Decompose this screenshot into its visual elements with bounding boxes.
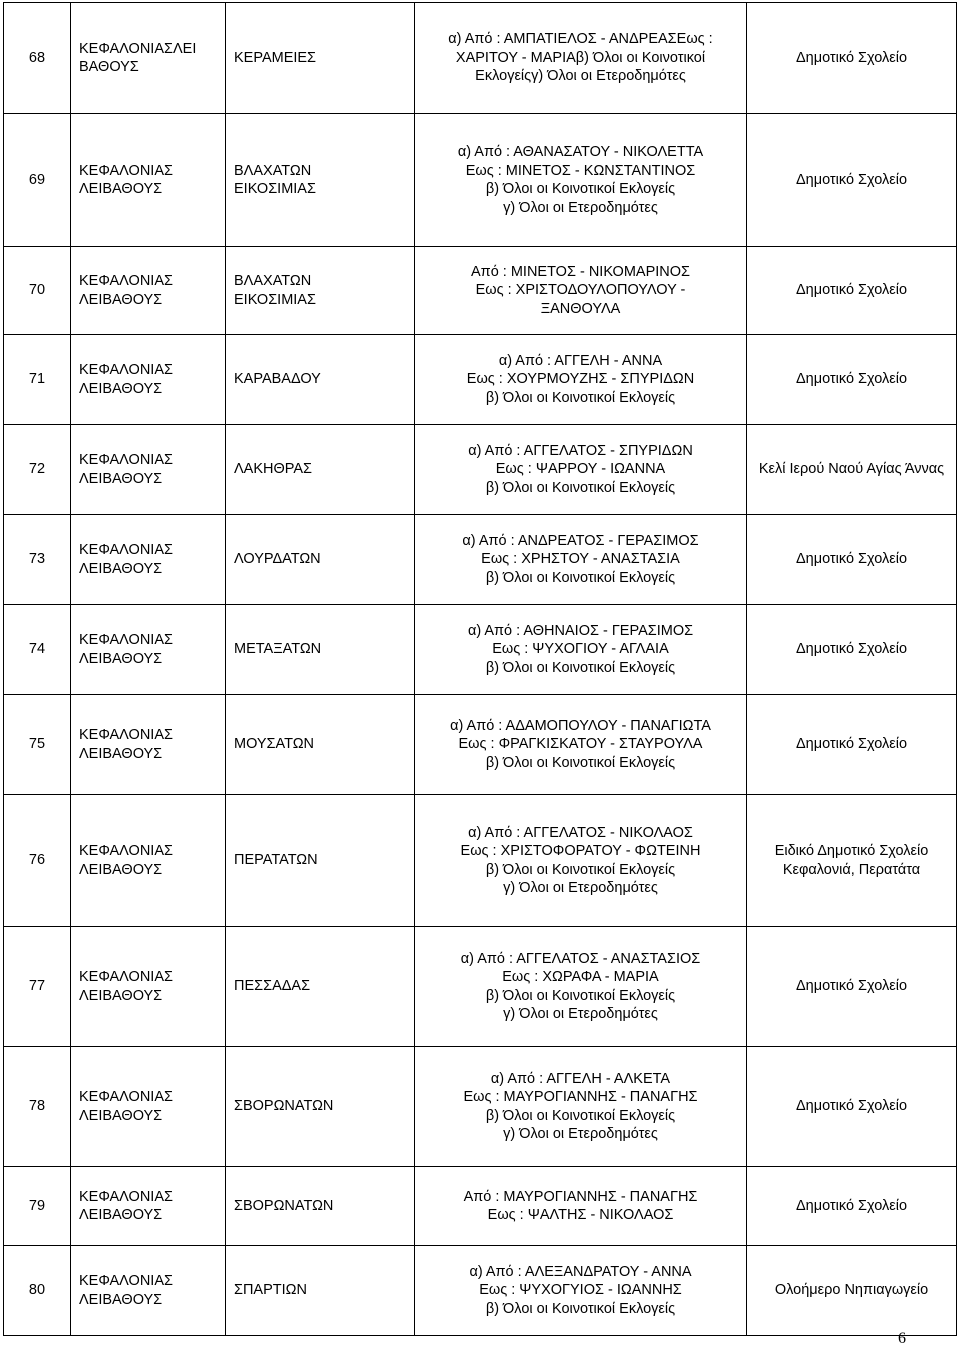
voter-range-cell [415, 695, 747, 795]
voter-range-cell-line: Εως : ΧΟΥΡΜΟΥΖΗΣ - ΣΠΥΡΙΔΩΝ [466, 371, 695, 388]
voter-range-cell-line: Εως : ΜΑΥΡΟΓΙΑΝΝΗΣ - ΠΑΝΑΓΗΣ [463, 1089, 698, 1105]
voter-range-cell-line: α) Από : ΑΓΓΕΛΑΤΟΣ - ΝΙΚΟΛΑΟΣ [468, 824, 693, 841]
voter-range-cell-line: α) Από : ΑΔΑΜΟΠΟΥΛΟΥ - ΠΑΝΑΓΙΩΤΑ [450, 717, 711, 734]
polling-site-cell-line: Δημοτικό Σχολείο [795, 49, 908, 66]
voter-range-cell-line: β) Όλοι οι Κοινοτικοί Εκλογείς [485, 987, 676, 1004]
municipality-cell [71, 114, 226, 247]
polling-site-cell-line: Δημοτικό Σχολείο [795, 1197, 908, 1214]
municipality-cell-line: ΚΕΦΑΛΟΝΙΑΣ [79, 843, 173, 859]
row-number: 75 [4, 695, 71, 795]
voter-range-cell-line: β) Όλοι οι Κοινοτικοί Εκλογείς [485, 1107, 676, 1124]
polling-site-cell [747, 1246, 957, 1336]
voter-range-cell [415, 1167, 747, 1246]
municipality-cell-line: ΚΕΦΑΛΟΝΙΑΣ [79, 273, 173, 289]
area-cell-line: ΚΑΡΑΒΑΔΟΥ [234, 371, 321, 388]
table-row [4, 1167, 957, 1246]
voter-range-cell-line: Εως : ΧΡΗΣΤΟΥ - ΑΝΑΣΤΑΣΙΑ [481, 551, 680, 568]
voter-range-cell [415, 515, 747, 605]
row-number: 69 [4, 114, 71, 247]
page-number: 6 [898, 1330, 906, 1347]
row-number: 68 [4, 3, 71, 114]
area-cell [226, 1047, 415, 1167]
row-number: 76 [4, 795, 71, 927]
polling-stations-table [3, 2, 957, 1336]
municipality-cell-line: ΛΕΙΒΑΘΟΥΣ [79, 987, 163, 1004]
municipality-cell [71, 247, 226, 335]
voter-range-cell-line: Εως : ΨΥΧΟΓΥΙΟΣ - ΙΩΑΝΝΗΣ [479, 1282, 682, 1299]
voter-range-cell-line: ΧΑΡΙΤΟΥ - ΜΑΡΙΑβ) Όλοι οι Κοινοτικοί [455, 49, 706, 66]
municipality-cell [71, 605, 226, 695]
voter-range-cell-line: β) Όλοι οι Κοινοτικοί Εκλογείς [485, 1300, 676, 1317]
municipality-cell [71, 3, 226, 114]
municipality-cell-line: ΛΕΙΒΑΘΟΥΣ [79, 181, 163, 197]
row-number: 70 [4, 247, 71, 335]
table-row [4, 927, 957, 1047]
table-row [4, 114, 957, 247]
voter-range-cell-line: Εως : ΨΑΛΤΗΣ - ΝΙΚΟΛΑΟΣ [487, 1207, 674, 1223]
voter-range-cell-line: γ) Όλοι οι Ετεροδημότες [503, 1126, 658, 1142]
voter-range-cell-line: α) Από : ΑΝΔΡΕΑΤΟΣ - ΓΕΡΑΣΙΜΟΣ [462, 532, 699, 549]
municipality-cell-line: ΛΕΙΒΑΘΟΥΣ [79, 1107, 163, 1124]
municipality-cell-line: ΛΕΙΒΑΘΟΥΣ [79, 1207, 163, 1223]
municipality-cell [71, 927, 226, 1047]
voter-range-cell [415, 927, 747, 1047]
voter-range-cell-line: Εως : ΜΙΝΕΤΟΣ - ΚΩΝΣΤΑΝΤΙΝΟΣ [465, 162, 696, 179]
area-cell-line: ΛΑΚΗΘΡΑΣ [234, 461, 313, 478]
table-body [4, 3, 957, 1336]
municipality-cell-line: ΚΕΦΑΛΟΝΙΑΣ [79, 1273, 173, 1289]
area-cell-line: ΕΙΚΟΣΙΜΙΑΣ [234, 181, 316, 197]
voter-range-cell [415, 114, 747, 247]
row-number: 80 [4, 1246, 71, 1336]
area-cell-line: ΜΕΤΑΞΑΤΩΝ [234, 641, 322, 658]
area-cell-line: ΒΛΑΧΑΤΩΝ [234, 273, 312, 289]
area-cell [226, 247, 415, 335]
municipality-cell-line: ΛΕΙΒΑΘΟΥΣ [79, 861, 163, 878]
municipality-cell-line: ΚΕΦΑΛΟΝΙΑΣ [79, 727, 173, 743]
voter-range-cell-line: α) Από : ΑΛΕΞΑΝΔΡΑΤΟΥ - ΑΝΝΑ [469, 1263, 692, 1280]
area-cell-line: ΣΒΟΡΩΝΑΤΩΝ [234, 1098, 334, 1115]
table-row [4, 247, 957, 335]
municipality-cell-line: ΚΕΦΑΛΟΝΙΑΣ [79, 452, 173, 468]
municipality-cell-line: ΚΕΦΑΛΟΝΙΑΣ [79, 162, 173, 179]
row-number: 73 [4, 515, 71, 605]
polling-site-cell [747, 927, 957, 1047]
polling-site-cell-line: Δημοτικό Σχολείο [795, 641, 908, 658]
voter-range-cell-line: β) Όλοι οι Κοινοτικοί Εκλογείς [485, 181, 676, 197]
area-cell-line: ΒΛΑΧΑΤΩΝ [234, 162, 312, 179]
voter-range-cell [415, 425, 747, 515]
polling-site-cell [747, 795, 957, 927]
voter-range-cell-line: β) Όλοι οι Κοινοτικοί Εκλογείς [485, 659, 676, 676]
polling-site-cell [747, 425, 957, 515]
polling-site-cell-line: Δημοτικό Σχολείο [795, 282, 908, 299]
area-cell [226, 425, 415, 515]
voter-range-cell-line: Εως : ΧΩΡΑΦΑ - ΜΑΡΙΑ [502, 969, 659, 985]
voter-range-cell [415, 605, 747, 695]
municipality-cell [71, 1167, 226, 1246]
polling-site-cell-line: Κελί Ιερού Ναού Αγίας Άννας [758, 461, 945, 478]
row-number: 71 [4, 335, 71, 425]
municipality-cell [71, 425, 226, 515]
polling-site-cell [747, 335, 957, 425]
polling-site-cell-line: Κεφαλονιά, Περατάτα [782, 861, 921, 878]
table-row [4, 425, 957, 515]
table-row [4, 3, 957, 114]
municipality-cell-line: ΛΕΙΒΑΘΟΥΣ [79, 470, 163, 487]
polling-site-cell-line: Δημοτικό Σχολείο [795, 736, 908, 753]
voter-range-cell-line: α) Από : ΑΓΓΕΛΑΤΟΣ - ΣΠΥΡΙΔΩΝ [468, 442, 693, 459]
voter-range-cell-line: Εως : ΧΡΙΣΤΟΔΟΥΛΟΠΟΥΛΟΥ - [475, 282, 686, 299]
municipality-cell-line: ΚΕΦΑΛΟΝΙΑΣΛΕΙ [79, 40, 197, 57]
municipality-cell-line: ΚΕΦΑΛΟΝΙΑΣ [79, 969, 173, 985]
area-cell [226, 605, 415, 695]
voter-range-cell [415, 335, 747, 425]
voter-range-cell-line: β) Όλοι οι Κοινοτικοί Εκλογείς [485, 479, 676, 496]
voter-range-cell-line: α) Από : ΑΓΓΕΛΗ - ΑΛΚΕΤΑ [490, 1070, 671, 1087]
municipality-cell-line: ΚΕΦΑΛΟΝΙΑΣ [79, 542, 173, 558]
municipality-cell [71, 1246, 226, 1336]
area-cell-line: ΚΕΡΑΜΕΙΕΣ [234, 49, 317, 66]
municipality-cell-line: ΚΕΦΑΛΟΝΙΑΣ [79, 362, 173, 378]
municipality-cell-line: ΚΕΦΑΛΟΝΙΑΣ [79, 1188, 173, 1205]
voter-range-cell [415, 247, 747, 335]
area-cell-line: ΠΕΡΑΤΑΤΩΝ [234, 852, 318, 869]
polling-site-cell-line: Δημοτικό Σχολείο [795, 171, 908, 188]
polling-site-cell-line: Δημοτικό Σχολείο [795, 551, 908, 568]
area-cell-line: ΛΟΥΡΔΑΤΩΝ [234, 551, 321, 568]
area-cell [226, 515, 415, 605]
voter-range-cell-line: β) Όλοι οι Κοινοτικοί Εκλογείς [485, 569, 676, 586]
polling-site-cell [747, 247, 957, 335]
voter-range-cell-line: Εως : ΨΥΧΟΓΙΟΥ - ΑΓΛΑΙΑ [492, 641, 669, 658]
table-row [4, 1246, 957, 1336]
municipality-cell [71, 695, 226, 795]
municipality-cell [71, 515, 226, 605]
area-cell [226, 927, 415, 1047]
municipality-cell-line: ΛΕΙΒΑΘΟΥΣ [79, 380, 163, 397]
polling-site-cell [747, 695, 957, 795]
municipality-cell-line: ΚΕΦΑΛΟΝΙΑΣ [79, 1089, 173, 1105]
table-row [4, 605, 957, 695]
table-row [4, 1047, 957, 1167]
voter-range-cell-line: γ) Όλοι οι Ετεροδημότες [503, 880, 658, 896]
voter-range-cell-line: β) Όλοι οι Κοινοτικοί Εκλογείς [485, 389, 676, 406]
voter-range-cell-line: Από : ΜΑΥΡΟΓΙΑΝΝΗΣ - ΠΑΝΑΓΗΣ [463, 1188, 698, 1205]
voter-range-cell-line: α) Από : ΑΓΓΕΛΗ - ΑΝΝΑ [498, 352, 663, 369]
area-cell-line: ΠΕΣΣΑΔΑΣ [234, 978, 311, 995]
voter-range-cell-line: Εκλογείςγ) Όλοι οι Ετεροδημότες [475, 68, 686, 85]
area-cell-line: ΜΟΥΣΑΤΩΝ [234, 736, 315, 753]
municipality-cell-line: ΛΕΙΒΑΘΟΥΣ [79, 291, 163, 308]
voter-range-cell-line: Από : ΜΙΝΕΤΟΣ - ΝΙΚΟΜΑΡΙΝΟΣ [471, 263, 690, 280]
voter-range-cell-line: γ) Όλοι οι Ετεροδημότες [503, 1006, 658, 1022]
municipality-cell-line: ΛΕΙΒΑΘΟΥΣ [79, 650, 163, 667]
voter-range-cell-line: α) Από : ΑΘΗΝΑΙΟΣ - ΓΕΡΑΣΙΜΟΣ [467, 622, 694, 639]
polling-site-cell [747, 114, 957, 247]
polling-site-cell [747, 3, 957, 114]
municipality-cell-line: ΒΑΘΟΥΣ [79, 59, 139, 75]
polling-site-cell-line: Ολοήμερο Νηπιαγωγείο [774, 1282, 929, 1299]
voter-range-cell-line: β) Όλοι οι Κοινοτικοί Εκλογείς [485, 754, 676, 771]
voter-range-cell-line: γ) Όλοι οι Ετεροδημότες [503, 199, 658, 216]
polling-site-cell-line: Ειδικό Δημοτικό Σχολείο [774, 843, 929, 859]
voter-range-cell-line: ΞΑΝΘΟΥΛΑ [540, 300, 621, 317]
area-cell [226, 335, 415, 425]
voter-range-cell [415, 1047, 747, 1167]
voter-range-cell-line: Εως : ΨΑΡΡΟΥ - ΙΩΑΝΝΑ [495, 461, 666, 478]
row-number: 78 [4, 1047, 71, 1167]
polling-site-cell-line: Δημοτικό Σχολείο [795, 1098, 908, 1115]
area-cell [226, 114, 415, 247]
polling-site-cell [747, 1047, 957, 1167]
municipality-cell-line: ΛΕΙΒΑΘΟΥΣ [79, 1291, 163, 1308]
table-row [4, 515, 957, 605]
area-cell [226, 1167, 415, 1246]
row-number: 72 [4, 425, 71, 515]
polling-site-cell-line: Δημοτικό Σχολείο [795, 371, 908, 388]
polling-site-cell-line: Δημοτικό Σχολείο [795, 978, 908, 995]
polling-site-cell [747, 1167, 957, 1246]
row-number: 74 [4, 605, 71, 695]
voter-range-cell-line: α) Από : ΑΜΠΑΤΙΕΛΟΣ - ΑΝΔΡΕΑΣΕως : [448, 31, 713, 48]
table-row [4, 795, 957, 927]
area-cell [226, 695, 415, 795]
table-row [4, 695, 957, 795]
area-cell [226, 3, 415, 114]
municipality-cell [71, 795, 226, 927]
municipality-cell-line: ΛΕΙΒΑΘΟΥΣ [79, 560, 163, 577]
area-cell [226, 1246, 415, 1336]
voter-range-cell-line: Εως : ΦΡΑΓΚΙΣΚΑΤΟΥ - ΣΤΑΥΡΟΥΛΑ [458, 736, 703, 753]
row-number: 79 [4, 1167, 71, 1246]
area-cell-line: ΣΒΟΡΩΝΑΤΩΝ [234, 1197, 334, 1214]
municipality-cell-line: ΛΕΙΒΑΘΟΥΣ [79, 745, 163, 762]
polling-site-cell [747, 605, 957, 695]
row-number: 77 [4, 927, 71, 1047]
polling-site-cell [747, 515, 957, 605]
voter-range-cell-line: β) Όλοι οι Κοινοτικοί Εκλογείς [485, 861, 676, 878]
municipality-cell [71, 335, 226, 425]
area-cell-line: ΕΙΚΟΣΙΜΙΑΣ [234, 291, 316, 308]
voter-range-cell-line: α) Από : ΑΓΓΕΛΑΤΟΣ - ΑΝΑΣΤΑΣΙΟΣ [460, 950, 701, 967]
voter-range-cell-line: α) Από : ΑΘΑΝΑΣΑΤΟΥ - ΝΙΚΟΛΕΤΤΑ [457, 144, 704, 160]
area-cell [226, 795, 415, 927]
table-row [4, 335, 957, 425]
voter-range-cell [415, 795, 747, 927]
municipality-cell [71, 1047, 226, 1167]
municipality-cell-line: ΚΕΦΑΛΟΝΙΑΣ [79, 632, 173, 648]
voter-range-cell-line: Εως : ΧΡΙΣΤΟΦΟΡΑΤΟΥ - ΦΩΤΕΙΝΗ [460, 843, 701, 859]
area-cell-line: ΣΠΑΡΤΙΩΝ [234, 1282, 307, 1299]
voter-range-cell [415, 3, 747, 114]
voter-range-cell [415, 1246, 747, 1336]
